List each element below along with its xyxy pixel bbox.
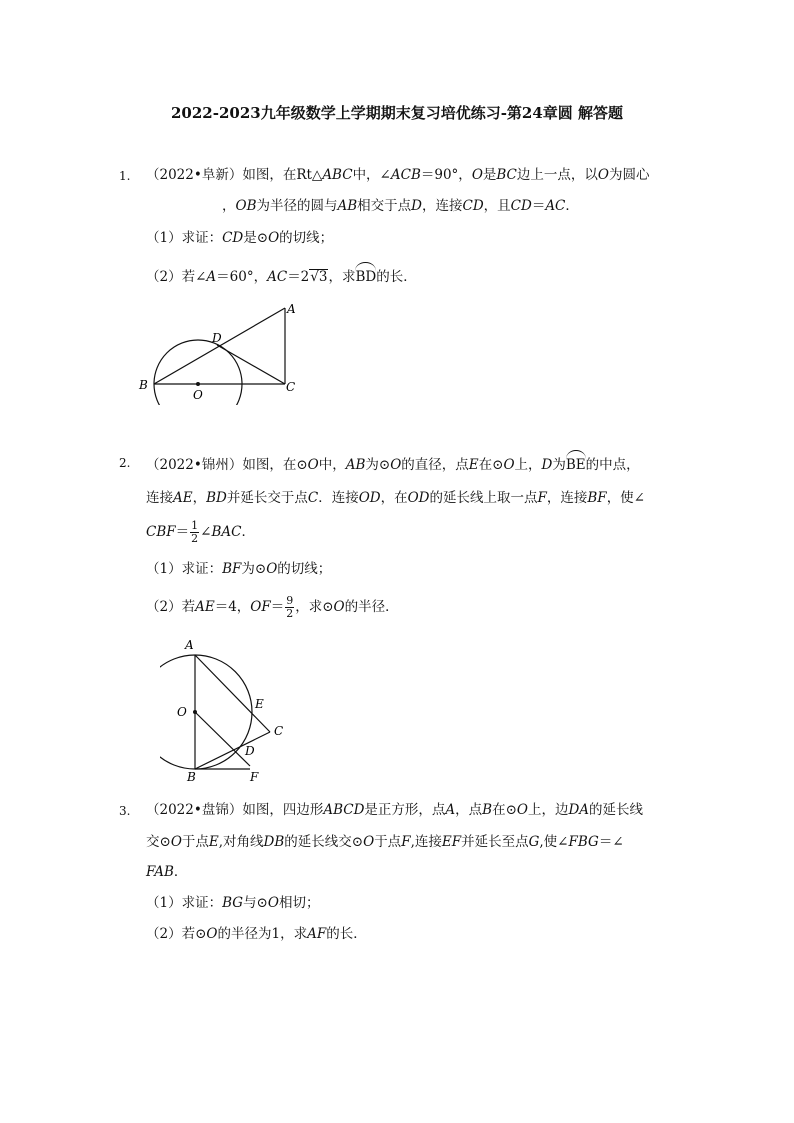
figure-1	[130, 295, 310, 405]
center-point	[193, 710, 197, 714]
fraction-one-half: $\frac{1}{2}$	[191, 519, 199, 545]
figure-2	[160, 632, 300, 787]
label-f: F	[250, 770, 259, 784]
question-2-stem-line-3: CBF＝ $\frac{1}{2}$ ∠BAC．	[146, 519, 255, 545]
question-number: 1.	[119, 169, 131, 183]
segment-ac	[195, 655, 270, 732]
segment-of	[195, 712, 250, 766]
arc-notation: BE	[566, 452, 586, 475]
label-b: B	[139, 378, 148, 392]
question-2-stem-line-2: 连接AE，BD并延长交于点C．连接OD，在OD的延长线上取一点F，连接BF，使∠	[146, 490, 645, 506]
question-1-part-2: （2）若∠A＝60°，AC＝2√3，求BD的长．	[146, 264, 417, 287]
circle-o	[160, 655, 252, 769]
label-d: D	[245, 744, 255, 758]
label-a: A	[185, 638, 194, 652]
question-3-stem-line-2: 交⊙O于点E,对角线DB的延长线交⊙O于点F,连接EF并延长至点G,使∠FBG＝∠	[146, 834, 624, 850]
fraction-nine-halves: $\frac{9}{2}$	[286, 594, 294, 620]
segment-bc	[195, 732, 270, 769]
sqrt-symbol: √3	[310, 269, 328, 285]
question-3-part-2: （2）若⊙O的半径为1，求AF的长．	[146, 926, 367, 942]
question-number: 2.	[119, 456, 131, 470]
question-3-part-1: （1）求证：BG与⊙O相切；	[146, 895, 320, 911]
page-title: 2022-2023九年级数学上学期期末复习培优练习-第24章圆 解答题	[170, 104, 624, 122]
label-d: D	[212, 331, 222, 345]
label-e: E	[255, 697, 264, 711]
question-2-part-2: （2）若AE＝4，OF＝ $\frac{9}{2}$ ，求⊙O的半径．	[146, 594, 399, 620]
question-1-part-1: （1）求证：CD是⊙O的切线；	[146, 230, 334, 246]
question-1-stem-line-1: （2022•阜新）如图，在Rt△ABC中，∠ACB＝90°，O是BC边上一点，以O为圆心	[146, 167, 650, 183]
question-3-stem-line-1: （2022•盘锦）如图，四边形ABCD是正方形，点A，点B在⊙O上，边DA的延长线	[146, 802, 644, 818]
question-3-stem-line-3: FAB．	[146, 864, 188, 880]
label-c: C	[274, 724, 284, 738]
center-point	[196, 382, 200, 386]
arc-notation: BD	[355, 264, 376, 287]
question-2-part-1: （1）求证：BF为⊙O的切线；	[146, 561, 332, 577]
segment-dc	[217, 345, 285, 384]
label-o: O	[193, 388, 203, 402]
question-1-stem-line-2: ，OB为半径的圆与AB相交于点D，连接CD，且CD＝AC．	[222, 198, 579, 214]
label-b: B	[187, 770, 196, 784]
label-a: A	[287, 302, 296, 316]
label-c: C	[286, 380, 296, 394]
question-2-stem-line-1: （2022•锦州）如图，在⊙O中，AB为⊙O的直径，点E在⊙O上，D为BE的中点，	[146, 452, 640, 475]
label-o: O	[177, 705, 187, 719]
question-number: 3.	[119, 804, 131, 818]
